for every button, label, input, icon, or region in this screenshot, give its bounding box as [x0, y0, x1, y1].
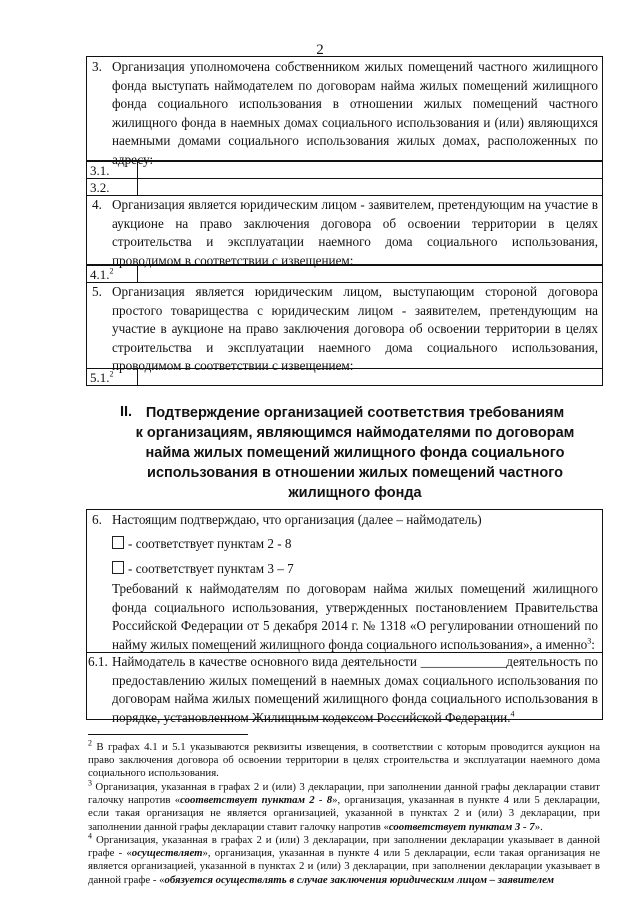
item-6-1-number: 6.1.: [88, 654, 108, 669]
row-5-1: [86, 368, 603, 386]
option-2-8-label: - соответствует пунктам 2 - 8: [128, 536, 292, 551]
item-6-intro: Настоящим подтверждаю, что организация (далее – наймодатель): [112, 512, 482, 527]
item-3-text: Организация уполномочена собственником жилых помещений частного жилищного фонда выступать наймодателем по договорам найма жилых помещений жилищного фонда социального использования в отношении жилых помещений частного жилищного фонда в наемных домах социального использования и (или) являющихся наемными домами социального использования жилых домах, расположенных по адресу:: [112, 59, 598, 167]
row-5-1-label: 5.1.: [90, 370, 110, 385]
item-5-text: Организация является юридическим лицом, выступающим стороной договора простого товарищества с юридическим лицом - заявителем, претендующим на участие в аукционе на право заключения договора об освоении территории в целях строительства и эксплуатации наемного дома социального использования, проводимом в соответствии с извещением:: [112, 284, 598, 373]
row-3-2: [86, 178, 603, 196]
item-6-body: Требований к наймодателям по договорам найма жилых помещений жилищного фонда социального использования, утвержденных постановлением Правительства Российской Федерации от 5 декабря 2014 г. № 1318 «О регулировании отношений по найму жилых помещений жилищного фонда социального использования», а именно$^3$:: [112, 581, 598, 652]
checkbox-2-8[interactable]: [112, 536, 124, 549]
footnote-ref-3: 3: [587, 636, 592, 646]
footnote-3: $^3$ Организация, указанная в графах 2 и (или) 3 декларации, при заполнении данной графы декларации ставит галочку напротив «соответствует пунктам 2 - 8», организация, указанная в пункте 4 или 5 декларации, если такая организация не является организацией, указанной в пунктах 2 и (или) 3 декларации, при заполнении данной графы декларации ставит галочку напротив «соответствует пунктам 3 - 7».: [88, 778, 600, 833]
item-5-number: 5.: [92, 284, 102, 299]
footnote-2: $^2$ В графах 4.1 и 5.1 указываются реквизиты извещения, в соответствии с которым проводится аукцион на право заключения договора об освоении территории в целях строительства и эксплуатации наемного дома социального использования.: [88, 738, 600, 780]
page-number: 2: [316, 42, 324, 58]
checkbox-3-7[interactable]: [112, 561, 124, 574]
option-2-8: [112, 535, 292, 554]
row-4-1-footnote-ref: 2: [109, 266, 114, 276]
section-title-line: использования в отношении жилых помещений частного: [147, 465, 563, 481]
item-4-text: Организация является юридическим лицом - заявителем, претендующим на участие в аукционе на право заключения договора об освоении территории в целях строительства и эксплуатации наемного дома социального использования, проводимом в соответствии с извещением:: [112, 197, 598, 268]
section-title-line: найма жилых помещений жилищного фонда социального: [145, 445, 565, 461]
option-3-7: [112, 560, 294, 579]
option-3-7-label: - соответствует пунктам 3 – 7: [128, 561, 294, 576]
section-number: II.: [120, 404, 133, 420]
row-3-2-label: 3.2.: [90, 180, 110, 195]
row-5-1-footnote-ref: 2: [109, 369, 114, 379]
section-title-line: Подтверждение организацией соответствия требованиям: [145, 405, 565, 421]
footnote-ref-4: 4: [510, 709, 515, 719]
footnote-separator: [88, 734, 248, 735]
activity-blank[interactable]: _____________: [420, 654, 507, 669]
row-3-1: [86, 161, 603, 179]
section-title-line: к организациям, являющимся наймодателями по договорам: [135, 425, 575, 441]
item-6-number: 6.: [92, 512, 102, 527]
row-4-1-label: 4.1.: [90, 267, 110, 282]
item-6-1-text: Наймодатель в качестве основного вида деятельности _____________деятельность по предоставлению жилых помещений в наемных домах социального использования по договорам найма жилых помещений жилищного фонда социального использования в порядке, установленном Жилищным кодексом Российской Федерации.$^4$: [112, 654, 599, 725]
item-4-number: 4.: [92, 197, 102, 212]
footnote-4: $^4$ Организация, указанная в графах 2 и (или) 3 декларации, при заполнении декларации указывает в данной графе - «осуществляет», организация, указанная в пункте 4 или 5 декларации, если такая организация не является организацией, указанной в пунктах 2 и (или) 3 декларации, при заполнении декларации указывает в данной графе - «обязуется осуществлять в случае заключения юридическим лицом – заявителем: [88, 831, 600, 886]
item-3-number: 3.: [92, 59, 102, 74]
section-title-line: жилищного фонда: [288, 485, 422, 501]
section-title: [95, 403, 615, 503]
row-3-1-label: 3.1.: [90, 163, 110, 178]
row-4-1: [86, 265, 603, 283]
